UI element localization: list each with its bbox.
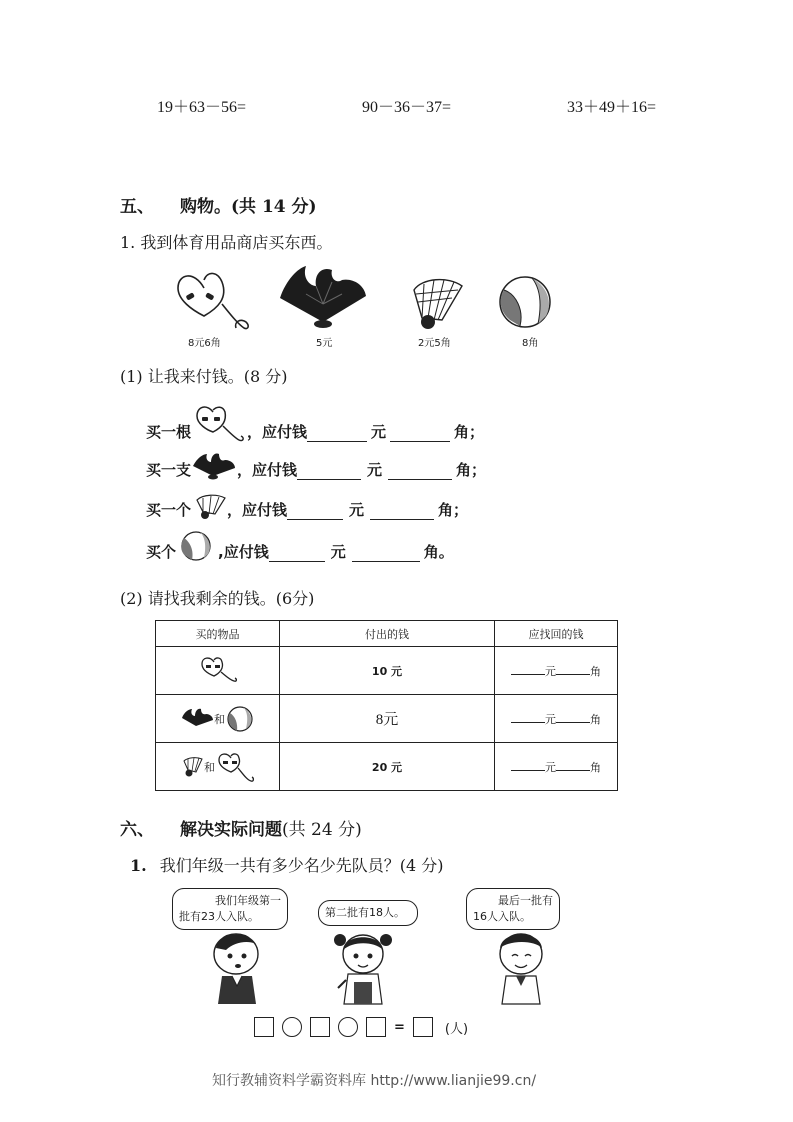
section-5-title: 购物。(共 14 分) [180, 197, 317, 217]
boy-character-1 [204, 930, 274, 1006]
answer-blank-jiao[interactable] [388, 464, 452, 480]
answer-blank-yuan[interactable] [511, 712, 545, 723]
equation-1: 19＋63－56= [157, 99, 247, 116]
table-header: 应找回的钱 [495, 621, 618, 647]
answer-blank-yuan[interactable] [511, 760, 545, 771]
jump-rope-icon [198, 654, 238, 684]
section-6-score: (共 24 分) [282, 820, 362, 840]
answer-blank-yuan[interactable] [287, 504, 343, 520]
price-feather-shuttlecock: 5元 [316, 338, 333, 349]
badminton-shuttle-icon [180, 756, 204, 778]
table-row [156, 743, 618, 791]
question-5-1: 1. 我到体育用品商店买东西。 [120, 233, 333, 252]
answer-box[interactable] [310, 1017, 330, 1037]
section-5-number: 五、 [120, 197, 154, 217]
operator-circle[interactable] [338, 1017, 358, 1037]
paid-cell: 20 元 [280, 743, 495, 791]
unit-label: (人) [444, 1021, 469, 1037]
change-cell: 元 角 [495, 743, 618, 791]
girl-character [328, 928, 398, 1006]
part-2-title: (2) 请找我剩余的钱。(6分) [120, 589, 315, 608]
section-6-title: 解决实际问题 [180, 820, 282, 840]
answer-blank-jiao[interactable] [370, 504, 434, 520]
badminton-shuttle-icon [191, 494, 227, 520]
part-1-title: (1) 让我来付钱。(8 分) [120, 367, 288, 386]
badminton-shuttle-icon [408, 272, 468, 330]
answer-box[interactable] [366, 1017, 386, 1037]
change-cell: 元 角 [495, 695, 618, 743]
equation-2: 90－36－37= [362, 99, 452, 116]
items-cell: 和 [156, 695, 280, 743]
answer-box[interactable] [254, 1017, 274, 1037]
jump-rope-icon [215, 750, 255, 784]
paid-cell: 8元 [280, 695, 495, 743]
table-header: 付出的钱 [280, 621, 495, 647]
speech-bubble-3: 最后一批有 16人入队。 [466, 888, 560, 930]
answer-blank-yuan[interactable] [269, 546, 325, 562]
section-6-number: 六、 [120, 820, 154, 840]
feather-shuttlecock-icon [191, 452, 237, 480]
ball-icon [225, 705, 255, 733]
buy-line-ball: 买个 ,应付钱 元 角。 [146, 530, 454, 562]
answer-blank-yuan[interactable] [297, 464, 361, 480]
question-6-1: 1. 我们年级一共有多少名少先队员？(4 分) [130, 856, 444, 875]
buy-line-badminton-shuttle: 买一个 ，应付钱 元 角； [146, 494, 468, 520]
change-cell: 元 角 [495, 647, 618, 695]
jump-rope-icon [191, 402, 247, 442]
equation-template [254, 1017, 468, 1037]
ball-icon [494, 274, 556, 330]
answer-blank-yuan[interactable] [511, 664, 545, 675]
table-row [156, 647, 618, 695]
equation-3: 33＋49＋16= [567, 99, 657, 116]
price-jump-rope: 8元6角 [188, 338, 221, 349]
section-5-heading [120, 192, 317, 217]
jump-rope-icon [164, 266, 250, 336]
items-cell: 和 [156, 743, 280, 791]
speech-bubble-2: 第二批有18人。 [318, 900, 418, 926]
paid-cell: 10 元 [280, 647, 495, 695]
ball-icon [176, 530, 218, 562]
items-strip [156, 264, 564, 352]
items-cell [156, 647, 280, 695]
price-badminton-shuttle: 2元5角 [418, 338, 451, 349]
feather-shuttlecock-icon [180, 708, 214, 730]
section-6-heading [120, 815, 362, 840]
answer-blank-jiao[interactable] [556, 760, 590, 771]
operator-circle[interactable] [282, 1017, 302, 1037]
boy-character-2 [488, 928, 554, 1006]
answer-blank-jiao[interactable] [352, 546, 420, 562]
buy-line-jump-rope: 买一根 ，应付钱 元 角； [146, 402, 484, 442]
price-ball: 8角 [522, 338, 539, 349]
buy-line-feather-shuttlecock: 买一支 ，应付钱 元 角； [146, 452, 486, 480]
table-header: 买的物品 [156, 621, 280, 647]
equals-sign: = [394, 1019, 405, 1035]
answer-blank-jiao[interactable] [390, 426, 450, 442]
answer-blank-jiao[interactable] [556, 664, 590, 675]
table-row [156, 695, 618, 743]
answer-blank-jiao[interactable] [556, 712, 590, 723]
feather-shuttlecock-icon [276, 264, 370, 330]
footer-source: 知行教辅资料学霸资料库 http://www.lianjie99.cn/ [212, 1073, 537, 1089]
answer-box[interactable] [413, 1017, 433, 1037]
answer-blank-yuan[interactable] [307, 426, 367, 442]
speech-bubble-1: 我们年级第一 批有23人入队。 [172, 888, 288, 930]
change-table [155, 620, 618, 791]
